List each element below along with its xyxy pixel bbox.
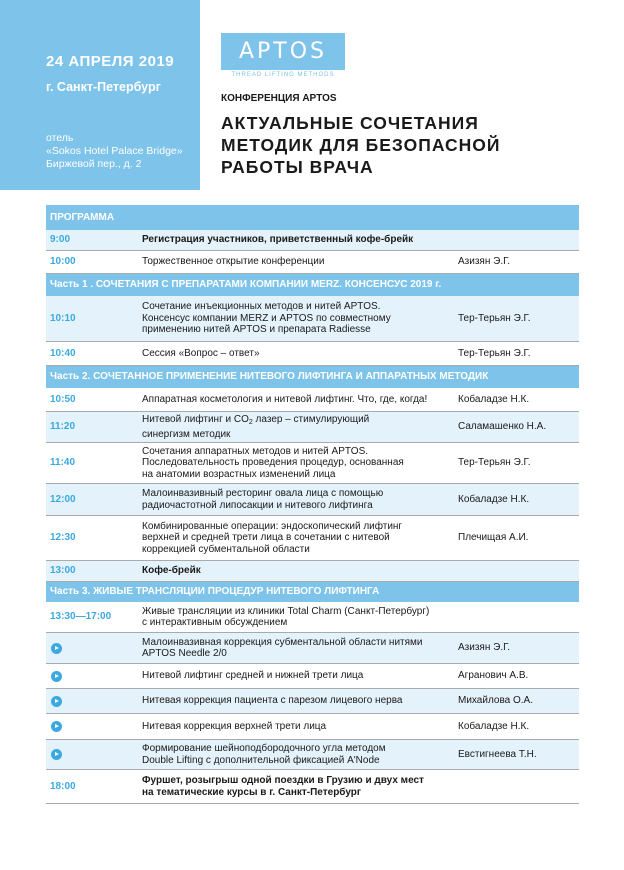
speaker-name: Азизян Э.Г. bbox=[458, 642, 511, 654]
description-line: Сессия «Вопрос – ответ» bbox=[142, 347, 260, 359]
schedule-description bbox=[142, 488, 452, 511]
schedule-row bbox=[46, 342, 579, 366]
page-title bbox=[221, 112, 501, 178]
description-line: Double Lifting с дополнительной фиксацией A'Node bbox=[142, 754, 380, 766]
speaker-name: Михайлова О.А. bbox=[458, 695, 534, 707]
description-line: Сочетание инъекционных методов и нитей APTOS. bbox=[142, 301, 381, 313]
schedule-row bbox=[46, 516, 579, 561]
description-line: Живые трансляции из клиники Total Charm (Санкт-Петербург) bbox=[142, 605, 430, 617]
aptos-logo bbox=[221, 33, 345, 70]
schedule-time: 11:20 bbox=[50, 421, 76, 433]
program-heading-label: ПРОГРАММА bbox=[50, 211, 115, 223]
play-icon bbox=[51, 643, 62, 654]
venue-line: «Sokos Hotel Palace Bridge» bbox=[46, 145, 183, 157]
description-line: Нитевой лифтинг и $CO_2$ лазер – стимулирующий bbox=[142, 414, 370, 426]
event-date: 24 АПРЕЛЯ 2019 bbox=[46, 53, 175, 70]
description-line: Регистрация участников, приветственный кофе-брейк bbox=[142, 234, 414, 246]
section-header bbox=[46, 582, 579, 602]
schedule-time: 18:00 bbox=[50, 780, 76, 792]
description-line: Формирование шейноподбородочного угла методом bbox=[142, 743, 386, 754]
description-line: Малоинвазивный ресторинг овала лица с помощью bbox=[142, 488, 384, 499]
schedule-description bbox=[142, 446, 452, 481]
description-line: Комбинированные операции: эндоскопический лифтинг bbox=[142, 520, 403, 532]
schedule-row bbox=[46, 689, 579, 714]
conference-label: КОНФЕРЕНЦИЯ APTOS bbox=[221, 93, 337, 104]
schedule-row bbox=[46, 443, 579, 484]
schedule-row bbox=[46, 484, 579, 516]
schedule-time: 12:30 bbox=[50, 532, 76, 544]
speaker-name: Евстигнеева Т.Н. bbox=[458, 748, 537, 760]
description-line: Нитевая коррекция пациента с парезом лицевого нерва bbox=[142, 695, 403, 707]
schedule-time: 10:10 bbox=[50, 312, 76, 324]
title-line: АКТУАЛЬНЫЕ СОЧЕТАНИЯ bbox=[221, 113, 479, 133]
speaker-name: Тер-Терьян Э.Г. bbox=[458, 457, 531, 469]
schedule-description bbox=[142, 670, 452, 682]
description-line: применению нитей APTOS и препарата Radiesse bbox=[142, 324, 371, 336]
schedule-time: 13:30—17:00 bbox=[50, 611, 112, 623]
schedule-time: 12:00 bbox=[50, 493, 76, 505]
schedule-description bbox=[142, 234, 452, 246]
schedule-description bbox=[142, 721, 452, 733]
schedule-description bbox=[142, 256, 452, 268]
speaker-name: Кобаладзе Н.К. bbox=[458, 493, 530, 505]
program-heading bbox=[46, 205, 579, 230]
schedule-row bbox=[46, 664, 579, 689]
speaker-name: Кобаладзе Н.К. bbox=[458, 720, 530, 732]
schedule-time: 9:00 bbox=[50, 234, 71, 246]
schedule-description bbox=[142, 301, 452, 336]
description-line: Сочетания аппаратных методов и нитей APTOS. bbox=[142, 445, 369, 457]
description-line: на тематические курсы в г. Санкт-Петербург bbox=[142, 786, 362, 798]
schedule-row bbox=[46, 230, 579, 251]
schedule-row bbox=[46, 714, 579, 740]
schedule-description bbox=[142, 394, 452, 406]
description-line: радиочастотной липосакции и нитевого лифтинга bbox=[142, 499, 373, 511]
schedule-time: 10:00 bbox=[50, 256, 76, 268]
schedule-row bbox=[46, 740, 579, 770]
description-line: синергизм методик bbox=[142, 428, 231, 440]
schedule-description bbox=[142, 743, 452, 766]
schedule-row bbox=[46, 770, 579, 804]
schedule-row bbox=[46, 561, 579, 582]
description-line: Малоинвазивная коррекция субментальной области нитями bbox=[142, 636, 423, 648]
speaker-name: Плечищая А.И. bbox=[458, 532, 529, 544]
speaker-name: Саламашенко Н.А. bbox=[458, 421, 547, 433]
description-line: на анатомии возрастных изменений лица bbox=[142, 468, 336, 480]
description-line: Нитевой лифтинг средней и нижней трети лица bbox=[142, 670, 364, 682]
description-line: Кофе-брейк bbox=[142, 565, 201, 577]
program-table bbox=[46, 205, 579, 804]
speaker-name: Кобаладзе Н.К. bbox=[458, 393, 530, 405]
section-header bbox=[46, 366, 579, 388]
logo-text: APTOS bbox=[238, 39, 328, 64]
schedule-description bbox=[142, 348, 452, 360]
speaker-name: Азизян Э.Г. bbox=[458, 256, 511, 268]
description-line: с интерактивным обсуждением bbox=[142, 617, 288, 628]
venue-line: отель bbox=[46, 132, 74, 144]
title-line: РАБОТЫ ВРАЧА bbox=[221, 157, 374, 177]
description-line: Аппаратная косметология и нитевой лифтинг. Что, где, когда! bbox=[142, 393, 428, 405]
schedule-time: 10:50 bbox=[50, 393, 76, 405]
venue-line: Биржевой пер., д. 2 bbox=[46, 158, 142, 170]
schedule-description bbox=[142, 565, 452, 577]
schedule-row bbox=[46, 296, 579, 342]
description-line: верхней и средней трети лица в сочетании с нитевой bbox=[142, 532, 390, 544]
schedule-row bbox=[46, 251, 579, 274]
description-line: Консенсус компании MERZ и APTOS по совместному bbox=[142, 312, 391, 324]
event-city: г. Санкт-Петербург bbox=[46, 80, 161, 94]
schedule-description bbox=[142, 637, 452, 660]
speaker-name: Тер-Терьян Э.Г. bbox=[458, 312, 531, 324]
schedule-time: 10:40 bbox=[50, 347, 76, 359]
play-icon bbox=[51, 721, 62, 732]
speaker-name: Тер-Терьян Э.Г. bbox=[458, 347, 531, 359]
description-line: коррекцией субментальной области bbox=[142, 543, 310, 555]
play-icon bbox=[51, 696, 62, 707]
description-line: Последовательность проведения процедур, основанная bbox=[142, 457, 404, 469]
description-line: Фуршет, розыгрыш одной поездки в Грузию и двух мест bbox=[142, 775, 424, 786]
schedule-row bbox=[46, 388, 579, 412]
header-info-panel bbox=[0, 0, 200, 190]
schedule-description bbox=[142, 695, 452, 707]
event-venue bbox=[46, 132, 183, 171]
section-header bbox=[46, 274, 579, 296]
schedule-row bbox=[46, 602, 579, 633]
section-title: Часть 3. ЖИВЫЕ ТРАНСЛЯЦИИ ПРОЦЕДУР НИТЕВОГО ЛИФТИНГА bbox=[50, 586, 380, 598]
section-title: Часть 1 . СОЧЕТАНИЯ С ПРЕПАРАТАМИ КОМПАНИИ MERZ. КОНСЕНСУС 2019 г. bbox=[50, 279, 442, 291]
logo-subtitle: THREAD LIFTING METHODS bbox=[231, 72, 335, 78]
schedule-time: 11:40 bbox=[50, 457, 76, 469]
schedule-row bbox=[46, 633, 579, 664]
schedule-time: 13:00 bbox=[50, 565, 76, 577]
play-icon bbox=[51, 671, 62, 682]
play-icon bbox=[51, 749, 62, 760]
section-title: Часть 2. СОЧЕТАННОЕ ПРИМЕНЕНИЕ НИТЕВОГО ЛИФТИНГА И АППАРАТНЫХ МЕТОДИК bbox=[50, 371, 489, 383]
title-line: МЕТОДИК ДЛЯ БЕЗОПАСНОЙ bbox=[221, 135, 501, 155]
schedule-description bbox=[142, 521, 452, 556]
schedule-description bbox=[142, 606, 452, 629]
schedule-row bbox=[46, 412, 579, 443]
speaker-name: Агранович А.В. bbox=[458, 670, 529, 682]
description-line: Нитевая коррекция верхней трети лица bbox=[142, 720, 327, 732]
schedule-description bbox=[142, 414, 452, 440]
schedule-description bbox=[142, 775, 452, 798]
description-line: APTOS Needle 2/0 bbox=[142, 648, 227, 659]
description-line: Торжественное открытие конференции bbox=[142, 256, 325, 268]
